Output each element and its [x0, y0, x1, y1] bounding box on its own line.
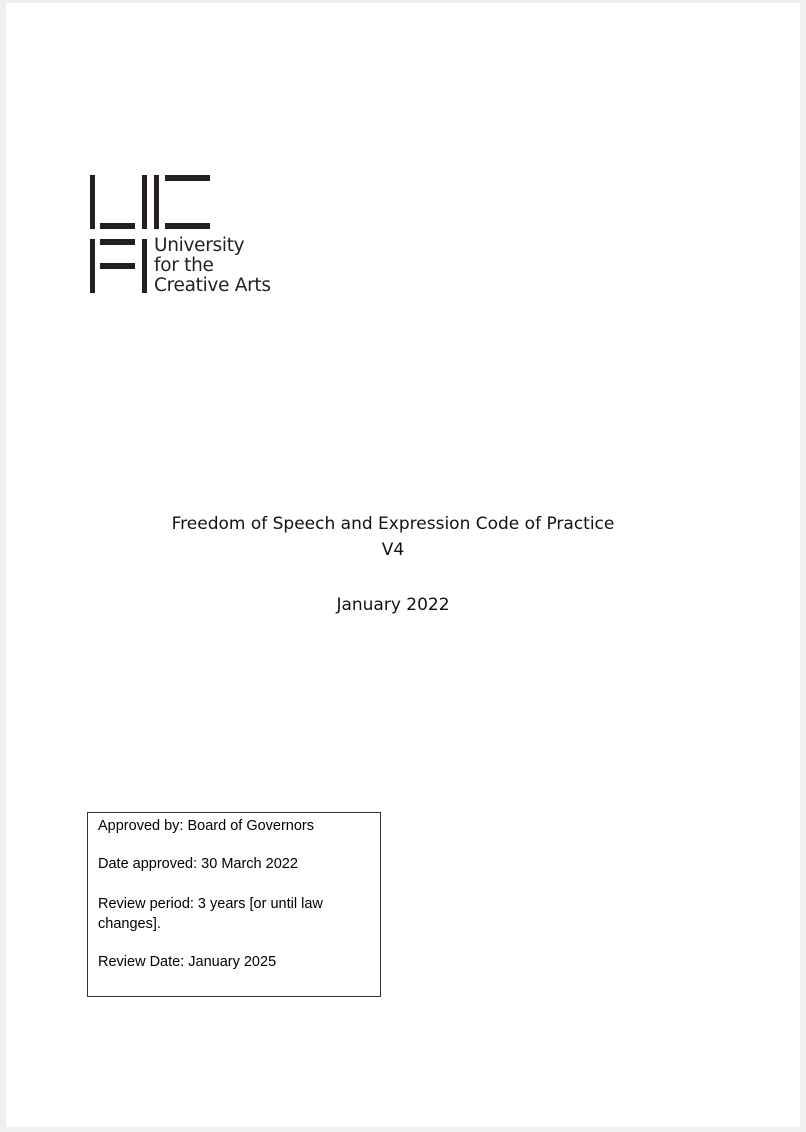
date-approved: Date approved: 30 March 2022	[98, 856, 298, 872]
review-date: Review Date: January 2025	[98, 954, 277, 970]
logo-line: Creative Arts	[154, 275, 271, 296]
approved-by: Approved by: Board of Governors	[98, 818, 315, 834]
document-version: V4	[381, 540, 405, 560]
document-date: January 2022	[336, 595, 450, 615]
logo-line: University	[154, 235, 245, 256]
approval-box	[87, 812, 381, 997]
review-period: Review period: 3 years [or until law changes].	[98, 896, 323, 932]
logo-line: for the	[154, 255, 214, 276]
document-title: Freedom of Speech and Expression Code of Practice	[171, 514, 615, 534]
logo-wordmark	[154, 236, 271, 296]
